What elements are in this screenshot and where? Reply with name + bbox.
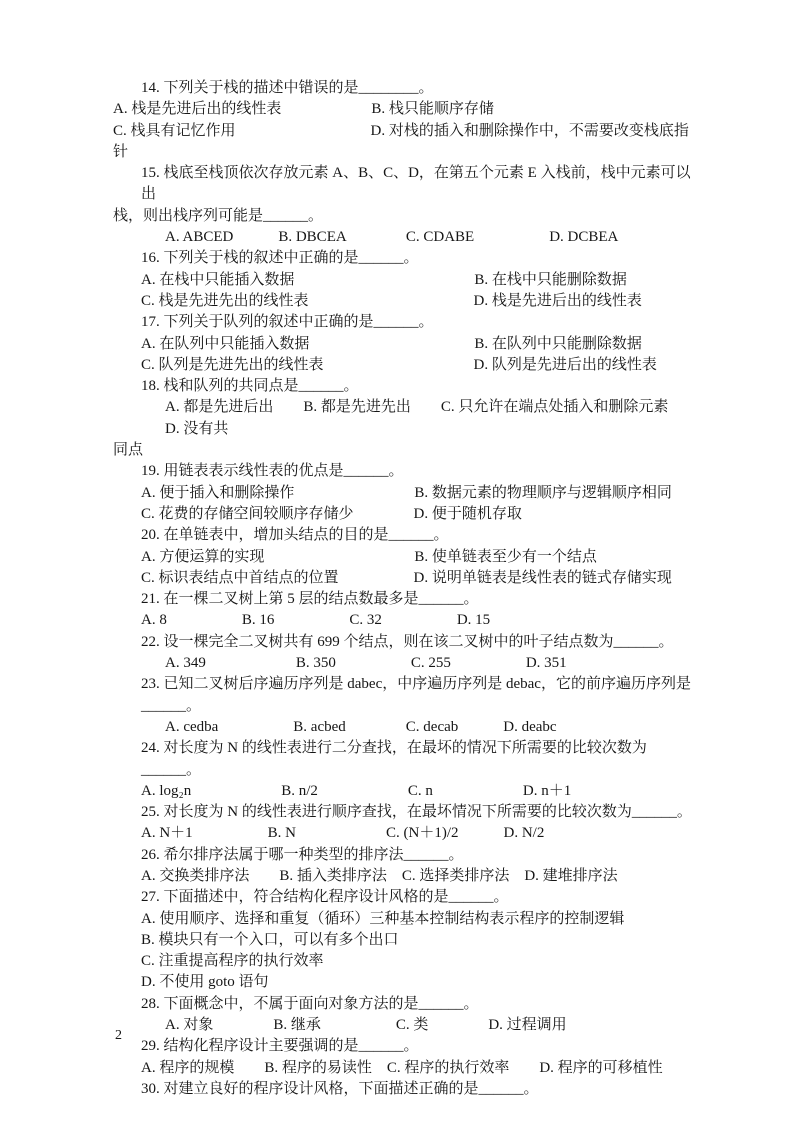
text-line: A. 349 B. 350 C. 255 D. 351 [165, 655, 567, 672]
text-line: A. 栈是先进后出的线性表 B. 栈只能顺序存储 [113, 101, 494, 118]
text-line: A. cedba B. acbed C. decab D. deabc [165, 718, 557, 735]
text-line: C. 栈具有记忆作用 D. 对栈的插入和删除操作中，不需要改变栈底指针 [113, 122, 689, 160]
text-line: ______。 [141, 697, 202, 714]
text-line: C. 注重提高程序的执行效率 [141, 953, 324, 970]
page-number: 2 [115, 1028, 122, 1043]
text-line: C. 队列是先进先出的线性表 D. 队列是先进后出的线性表 [141, 356, 657, 373]
text-line: A. ABCED B. DBCEA C. CDABE D. DCBEA [165, 229, 619, 246]
text-line: 28. 下面概念中，不属于面向对象方法的是______。 [141, 995, 479, 1012]
question-lines [113, 78, 693, 1100]
text-line: 14. 下列关于栈的描述中错误的是________。 [141, 80, 434, 96]
text-line: 16. 下列关于栈的叙述中正确的是______。 [141, 250, 419, 267]
text-line: A. N＋1 B. N C. (N＋1)/2 D. N/2 [141, 825, 545, 842]
text-line: A. 都是先进后出 B. 都是先进先出 C. 只允许在端点处插入和删除元素 D. 没有共 [165, 399, 684, 437]
text-line: A. 方便运算的实现 B. 使单链表至少有一个结点 [141, 548, 597, 565]
text-line: D. 不使用 goto 语句 [141, 974, 269, 991]
text-line: C. 标识表结点中首结点的位置 D. 说明单链表是线性表的链式存储实现 [141, 569, 672, 586]
text-line: A. 程序的规模 B. 程序的易读性 C. 程序的执行效率 D. 程序的可移植性 [141, 1059, 663, 1076]
text-line: 15. 栈底至栈顶依次存放元素 A、B、C、D，在第五个元素 E 入栈前，栈中元素可以出 [141, 165, 691, 203]
text-line: A. 对象 B. 继承 C. 类 D. 过程调用 [165, 1017, 567, 1034]
text-line: A. 在栈中只能插入数据 B. 在栈中只能删除数据 [141, 271, 627, 288]
text-line: 26. 希尔排序法属于哪一种类型的排序法______。 [141, 846, 464, 863]
text-line: 25. 对长度为 N 的线性表进行顺序查找，在最坏情况下所需要的比较次数为______。 [141, 804, 692, 821]
text-line: A. log₂n B. n/2 C. n D. n＋1 [141, 782, 572, 799]
text-line: A. 使用顺序、选择和重复（循环）三种基本控制结构表示程序的控制逻辑 [141, 910, 625, 927]
text-line: 21. 在一棵二叉树上第 5 层的结点数最多是______。 [141, 591, 479, 608]
text-line: 22. 设一棵完全二叉树共有 699 个结点，则在该二叉树中的叶子结点数为______。 [141, 633, 674, 650]
text-line: 同点 [113, 442, 144, 459]
text-line: A. 在队列中只能插入数据 B. 在队列中只能删除数据 [141, 335, 642, 352]
text-line: B. 模块只有一个入口，可以有多个出口 [141, 931, 399, 948]
text-line: A. 8 B. 16 C. 32 D. 15 [141, 612, 491, 629]
text-line: C. 花费的存储空间较顺序存储少 D. 便于随机存取 [141, 505, 522, 522]
text-line: 19. 用链表表示线性表的优点是______。 [141, 463, 404, 480]
text-line: 24. 对长度为 N 的线性表进行二分查找，在最坏的情况下所需要的比较次数为______。 [141, 740, 647, 778]
text-line: 栈，则出栈序列可能是______。 [113, 207, 324, 224]
text-line: 30. 对建立良好的程序设计风格，下面描述正确的是______。 [141, 1080, 539, 1097]
text-line: 17. 下列关于队列的叙述中正确的是______。 [141, 314, 434, 331]
text-line: 29. 结构化程序设计主要强调的是______。 [141, 1038, 419, 1055]
text-line: A. 交换类排序法 B. 插入类排序法 C. 选择类排序法 D. 建堆排序法 [141, 867, 618, 884]
text-line: 27. 下面描述中，符合结构化程序设计风格的是______。 [141, 889, 509, 906]
text-line: A. 便于插入和删除操作 B. 数据元素的物理顺序与逻辑顺序相同 [141, 484, 672, 501]
text-line: 20. 在单链表中，增加头结点的目的是______。 [141, 527, 449, 544]
text-line: 18. 栈和队列的共同点是______。 [141, 378, 359, 395]
text-line: 23. 已知二叉树后序遍历序列是 dabec，中序遍历序列是 debac，它的前序遍历序列是 [141, 676, 691, 693]
text-line: C. 栈是先进先出的线性表 D. 栈是先进后出的线性表 [141, 292, 642, 309]
